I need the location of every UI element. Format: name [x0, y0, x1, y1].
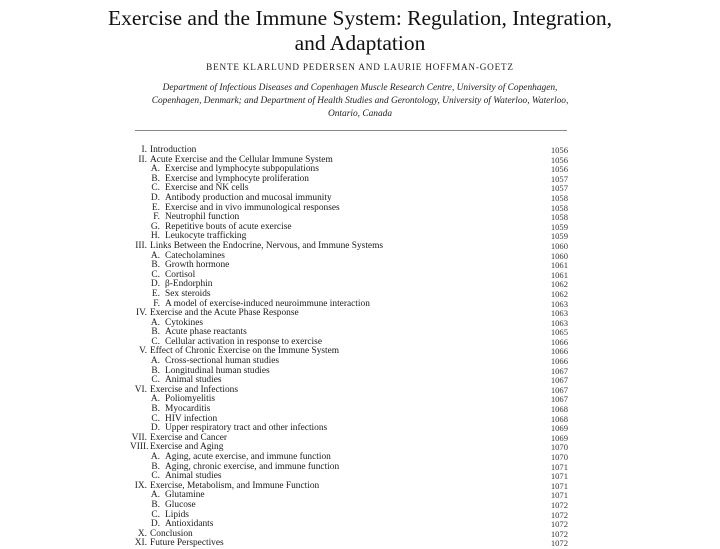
toc-number: D. [150, 192, 160, 203]
toc-page-number: 1072 [550, 509, 568, 520]
toc-label: Exercise and lymphocyte subpopulations [165, 164, 319, 175]
toc-label: Neutrophil function [165, 212, 240, 223]
toc-number: D. [150, 519, 160, 530]
toc-page-number: 1066 [550, 356, 568, 367]
toc-label: Future Perspectives [150, 538, 224, 549]
article-title [0, 6, 720, 56]
toc-number: III. [135, 240, 147, 251]
toc-page-number: 1071 [550, 461, 568, 472]
toc-page-number: 1071 [550, 471, 568, 482]
toc-page-number: 1068 [550, 413, 568, 424]
toc-number: C. [151, 413, 160, 424]
toc-label: Conclusion [150, 528, 193, 539]
toc-label: Exercise and NK cells [165, 183, 249, 194]
toc-label: Exercise and Cancer [150, 432, 228, 443]
toc-page-number: 1058 [550, 202, 568, 213]
affiliation-line-1: Department of Infectious Diseases and Copenhagen Muscle Research Centre, University of Copenhagen, [162, 83, 558, 93]
toc-section[interactable] [130, 539, 568, 549]
toc-number: IX. [134, 480, 147, 491]
toc-number: C. [151, 375, 160, 386]
toc-page-number: 1069 [550, 423, 568, 434]
toc-page-number: 1067 [550, 365, 568, 376]
toc-page-number: 1061 [550, 260, 568, 271]
toc-page-number: 1063 [550, 298, 568, 309]
toc-page-number: 1060 [550, 240, 568, 251]
toc-page-number: 1070 [550, 452, 568, 462]
toc-page-number: 1067 [550, 375, 568, 386]
toc-number: A. [150, 164, 160, 175]
toc-page-number: 1063 [550, 308, 568, 319]
toc-number: VIII. [130, 442, 149, 453]
header-divider [135, 130, 567, 131]
toc-label: Growth hormone [165, 260, 230, 271]
toc-label: Poliomyelitis [165, 394, 216, 405]
toc-label: Cortisol [165, 269, 196, 280]
toc-page-number: 1057 [550, 183, 568, 194]
toc-label: Glutamine [165, 490, 205, 501]
toc-number: II. [138, 154, 147, 165]
toc-page-number: 1062 [550, 288, 568, 299]
toc-number: B. [151, 365, 160, 376]
toc-number: B. [151, 461, 160, 472]
toc-number: A. [150, 317, 160, 328]
toc-number: XI. [134, 538, 147, 549]
toc-page-number: 1067 [550, 384, 568, 395]
toc-subsection[interactable] [130, 501, 568, 511]
toc-subsection[interactable] [130, 261, 568, 271]
toc-number: VII. [131, 432, 147, 443]
toc-page-number: 1056 [550, 154, 568, 165]
toc-number: E. [151, 288, 160, 299]
toc-label: Exercise and Aging [150, 442, 224, 453]
toc-label: Animal studies [165, 375, 222, 386]
toc-number: D. [150, 423, 160, 434]
toc-page-number: 1066 [550, 336, 568, 347]
toc-number: G. [150, 221, 160, 232]
toc-page-number: 1072 [550, 538, 568, 549]
toc-number: B. [151, 499, 160, 510]
toc-label: Acute Exercise and the Cellular Immune System [150, 154, 333, 165]
toc-label: Lipids [165, 509, 189, 520]
toc-number: A. [150, 356, 160, 367]
toc-label: Links Between the Endocrine, Nervous, and Immune Systems [150, 240, 384, 251]
toc-page-number: 1060 [550, 250, 568, 261]
toc-subsection[interactable] [130, 520, 568, 530]
toc-page-number: 1058 [550, 212, 568, 223]
toc-label: Cellular activation in response to exercise [165, 336, 322, 347]
toc-page-number: 1059 [550, 231, 568, 242]
toc-number: H. [150, 231, 160, 242]
toc-number: A. [150, 394, 160, 405]
toc-label: Leukocyte trafficking [165, 231, 247, 242]
toc-number: B. [151, 404, 160, 415]
toc-page-number: 1056 [550, 164, 568, 175]
toc-page-number: 1070 [550, 442, 568, 453]
toc-label: Exercise and Infections [150, 384, 238, 395]
toc-number: A. [150, 250, 160, 261]
toc-label: Exercise, Metabolism, and Immune Function [150, 480, 320, 491]
toc-label: Animal studies [165, 471, 222, 482]
toc-label: Glucose [165, 499, 196, 510]
toc-label: Exercise and in vivo immunological responses [165, 202, 340, 213]
toc-number: F. [153, 298, 160, 309]
toc-label: HIV infection [165, 413, 218, 424]
toc-number: C. [151, 269, 160, 280]
toc-page-number: 1058 [550, 192, 568, 203]
toc-label: Acute phase reactants [165, 327, 247, 338]
affiliation [130, 82, 590, 121]
toc-number: F. [153, 212, 160, 223]
title-line-2: and Adaptation [294, 31, 426, 55]
toc-number: B. [151, 173, 160, 184]
toc-page-number: 1061 [550, 269, 568, 280]
toc-label: Repetitive bouts of acute exercise [165, 221, 292, 232]
toc-label: Aging, acute exercise, and immune function [165, 452, 331, 462]
toc-label: Myocarditis [165, 404, 211, 415]
toc-label: Cross-sectional human studies [165, 356, 280, 367]
toc-label: β-Endorphin [165, 279, 213, 290]
authors: BENTE KLARLUND PEDERSEN AND LAURIE HOFFMAN-GOETZ [206, 62, 514, 72]
title-line-1: Exercise and the Immune System: Regulation, Integration, [108, 6, 612, 30]
toc-number: I. [141, 145, 147, 155]
toc-number: A. [150, 490, 160, 501]
toc-label: Exercise and lymphocyte proliferation [165, 173, 309, 184]
toc-number: A. [150, 452, 160, 462]
toc-number: X. [137, 528, 147, 539]
toc-label: Upper respiratory tract and other infections [165, 423, 328, 434]
toc-number: C. [151, 336, 160, 347]
toc-label: Cytokines [165, 317, 204, 328]
toc-page-number: 1072 [550, 528, 568, 539]
toc-label: Aging, chronic exercise, and immune function [165, 461, 340, 472]
toc-page-number: 1066 [550, 346, 568, 357]
toc-number: B. [151, 327, 160, 338]
toc-label: Longitudinal human studies [165, 365, 270, 376]
toc-number: V. [139, 346, 147, 357]
toc-label: A model of exercise-induced neuroimmune interaction [165, 298, 370, 309]
toc-number: E. [151, 202, 160, 213]
toc-page-number: 1071 [550, 480, 568, 491]
toc-page-number: 1071 [550, 490, 568, 501]
toc-label: Antibody production and mucosal immunity [165, 192, 332, 203]
toc-page-number: 1059 [550, 221, 568, 232]
toc-page-number: 1063 [550, 317, 568, 328]
toc-label: Antioxidants [165, 519, 214, 530]
toc-page-number: 1056 [550, 145, 568, 155]
toc-number: C. [151, 509, 160, 520]
toc-number: C. [151, 183, 160, 194]
toc-page-number: 1062 [550, 279, 568, 290]
affiliation-line-3: Ontario, Canada [327, 109, 393, 119]
toc-page-number: 1072 [550, 519, 568, 530]
toc-number: VI. [134, 384, 147, 395]
toc-page-number: 1067 [550, 394, 568, 405]
toc-label: Introduction [150, 145, 197, 155]
toc-page-number: 1069 [550, 432, 568, 443]
affiliation-line-2: Copenhagen, Denmark; and Department of Health Studies and Gerontology, University of Waterloo, Waterloo, [151, 96, 569, 106]
toc-number: IV. [135, 308, 147, 319]
toc-label: Effect of Chronic Exercise on the Immune System [150, 346, 340, 357]
toc-label: Sex steroids [165, 288, 211, 299]
toc-label: Exercise and the Acute Phase Response [150, 308, 299, 319]
toc-label: Catecholamines [165, 250, 225, 261]
toc-page-number: 1068 [550, 404, 568, 415]
toc-number: C. [151, 471, 160, 482]
toc-number: B. [151, 260, 160, 271]
table-of-contents [130, 146, 568, 549]
toc-page-number: 1072 [550, 499, 568, 510]
toc-number: D. [150, 279, 160, 290]
toc-page-number: 1065 [550, 327, 568, 338]
toc-page-number: 1057 [550, 173, 568, 184]
